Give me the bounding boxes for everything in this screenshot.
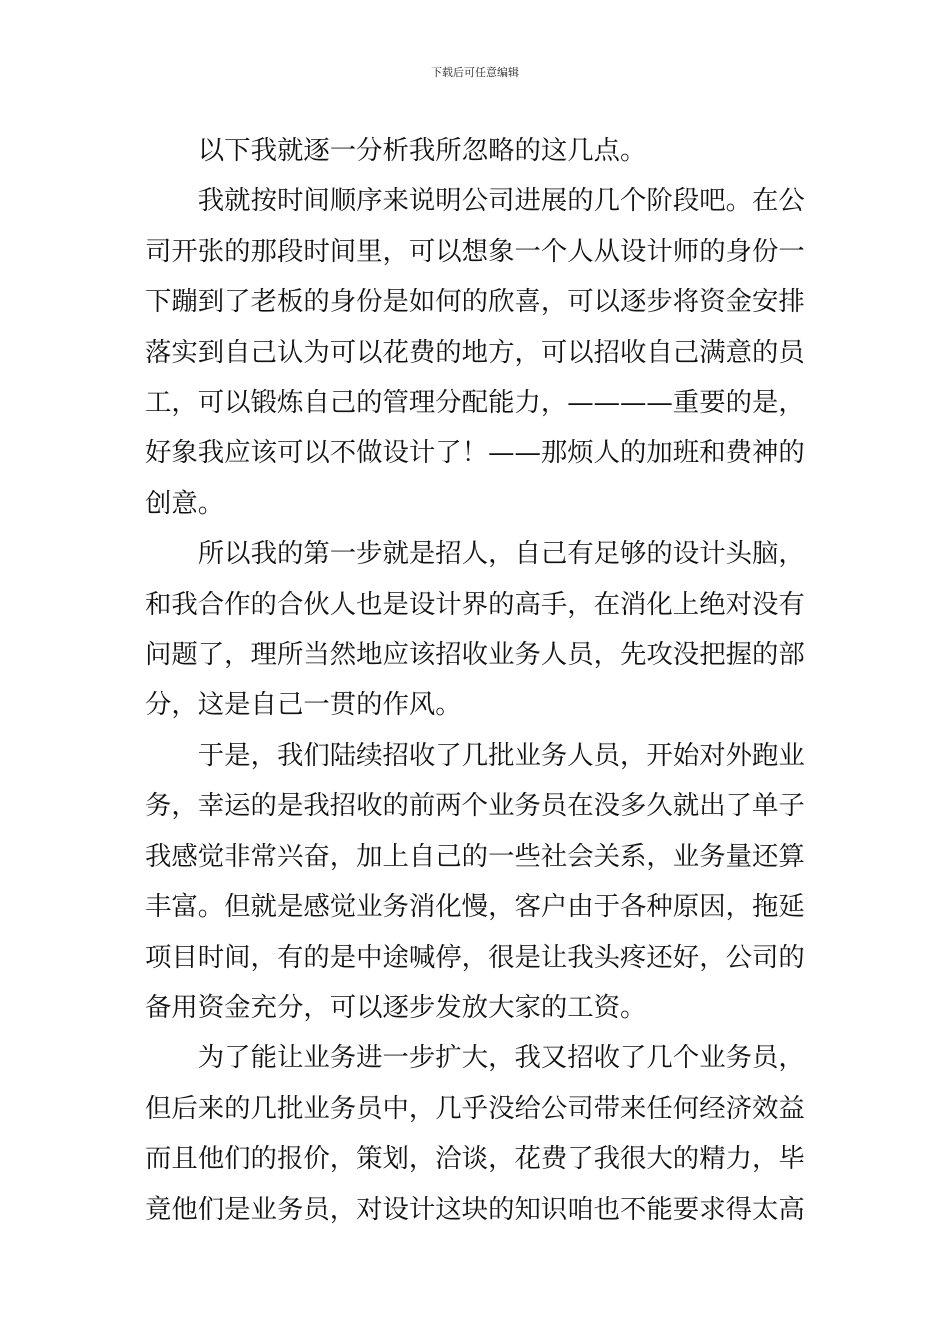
paragraph-line: 为了能让业务进一步扩大，我又招收了几个业务员， (197, 1042, 805, 1074)
paragraph-line: 竟他们是业务员，对设计这块的知识咱也不能要求得太高 (145, 1193, 805, 1225)
document-body (145, 126, 805, 1235)
paragraph-line: 以下我就逐一分析我所忽略的这几点。 (197, 135, 647, 166)
paragraph-line: 而且他们的报价，策划，洽谈，花费了我很大的精力，毕 (145, 1143, 805, 1175)
paragraph-line: 司开张的那段时间里，可以想象一个人从设计师的身份一 (145, 235, 805, 267)
paragraph-line: 和我合作的合伙人也是设计界的高手，在消化上绝对没有 (145, 588, 805, 620)
page-header: 下载后可任意编辑 (431, 66, 519, 79)
paragraph-line: 所以我的第一步就是招人，自己有足够的设计头脑， (197, 538, 805, 570)
paragraph-line: 于是，我们陆续招收了几批业务人员，开始对外跑业 (197, 739, 805, 771)
paragraph-line: 丰富。但就是感觉业务消化慢，客户由于各种原因，拖延 (145, 891, 805, 923)
paragraph-line: 好象我应该可以不做设计了！——那烦人的加班和费神的 (145, 437, 805, 469)
paragraph-line: 分，这是自己一贯的作风。 (145, 689, 462, 721)
paragraph-line: 工，可以锻炼自己的管理分配能力，————重要的是， (145, 387, 805, 419)
paragraph-line: 备用资金充分，可以逐步发放大家的工资。 (145, 991, 647, 1023)
paragraph-line: 项目时间，有的是中途喊停，很是让我头疼还好，公司的 (145, 941, 805, 973)
paragraph-line: 落实到自己认为可以花费的地方，可以招收自己满意的员 (145, 336, 805, 368)
paragraph-line: 创意。 (145, 487, 225, 519)
paragraph-line: 务，幸运的是我招收的前两个业务员在没多久就出了单子 (145, 790, 805, 822)
paragraph-line: 但后来的几批业务员中，几乎没给公司带来任何经济效益 (145, 1092, 805, 1124)
paragraph-line: 问题了，理所当然地应该招收业务人员，先攻没把握的部 (145, 639, 805, 671)
paragraph-line: 我感觉非常兴奋，加上自己的一些社会关系，业务量还算 (145, 840, 805, 872)
paragraph-line: 下蹦到了老板的身份是如何的欣喜，可以逐步将资金安排 (145, 286, 805, 318)
paragraph-line: 我就按时间顺序来说明公司进展的几个阶段吧。在公 (197, 185, 805, 217)
